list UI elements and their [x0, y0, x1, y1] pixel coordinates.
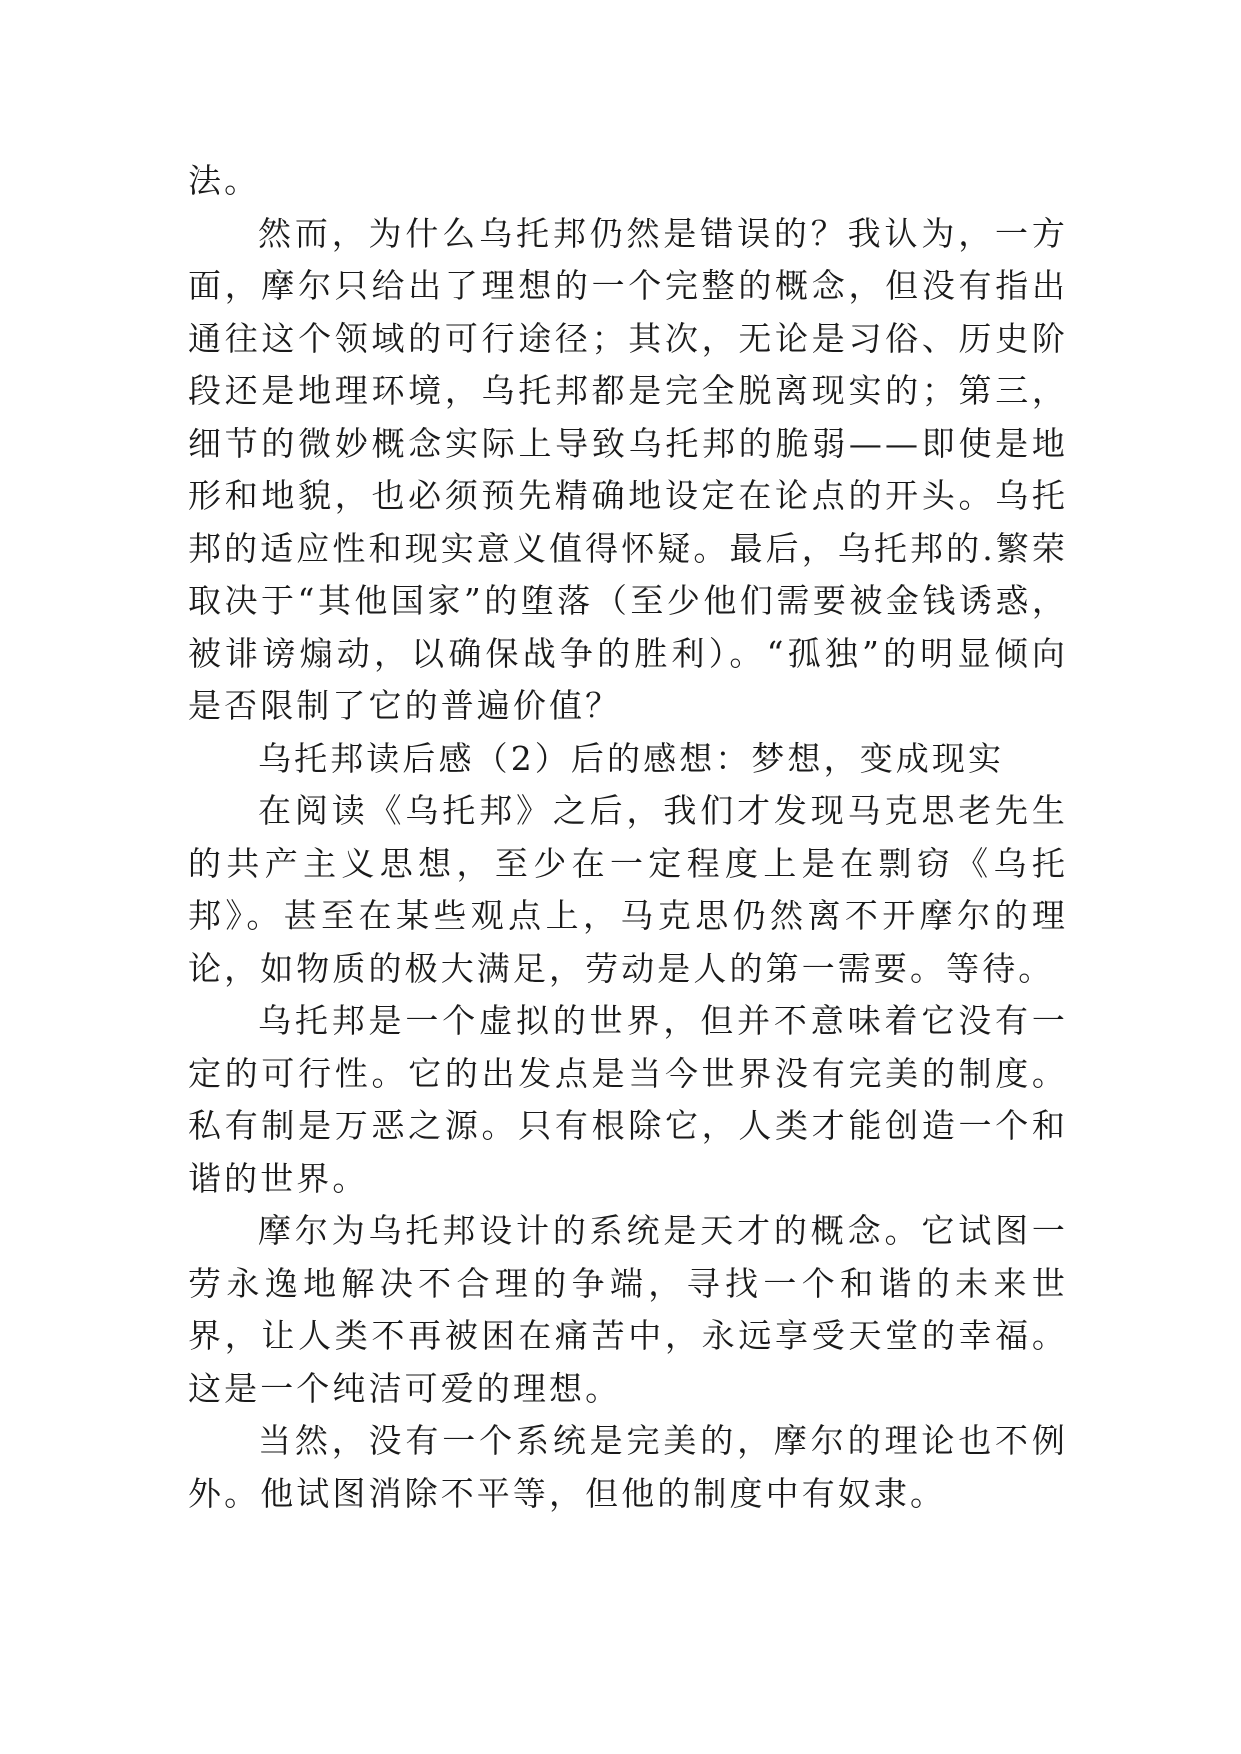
- paragraph-imperfection: 当然，没有一个系统是完美的，摩尔的理论也不例外。他试图消除不平等，但他的制度中有奴隶。: [188, 1421, 1068, 1513]
- section-heading-reflection-2: 乌托邦读后感（2）后的感想：梦想，变成现实: [258, 738, 1005, 778]
- document-body: [188, 155, 1068, 1520]
- paragraph-marx-comparison: 在阅读《乌托邦》之后，我们才发现马克思老先生的共产主义思想，至少在一定程度上是在剽窃《乌托邦》。甚至在某些观点上，马克思仍然离不开摩尔的理论，如物质的极大满足，劳动是人的第一需要。等待。: [188, 791, 1068, 988]
- paragraph-genius-system: 摩尔为乌托邦设计的系统是天才的概念。它试图一劳永逸地解决不合理的争端，寻找一个和谐的未来世界，让人类不再被困在痛苦中，永远享受天堂的幸福。这是一个纯洁可爱的理想。: [188, 1211, 1068, 1408]
- paragraph-continuation: 法。: [188, 161, 261, 200]
- paragraph-virtual-world: 乌托邦是一个虚拟的世界，但并不意味着它没有一定的可行性。它的出发点是当今世界没有完美的制度。私有制是万恶之源。只有根除它，人类才能创造一个和谐的世界。: [188, 1001, 1068, 1198]
- paragraph-utopia-critique: 然而，为什么乌托邦仍然是错误的？我认为，一方面，摩尔只给出了理想的一个完整的概念，但没有指出通往这个领域的可行途径；其次，无论是习俗、历史阶段还是地理环境，乌托邦都是完全脱离现实的；第三，细节的微妙概念实际上导致乌托邦的脆弱——即使是地形和地貌，也必须预先精确地设定在论点的开头。乌托邦的适应性和现实意义值得怀疑。最后，乌托邦的.繁荣取决于“其他国家”的堕落（至少他们需要被金钱诱惑，被诽谤煽动，以确保战争的胜利）。“孤独”的明显倾向是否限制了它的普遍价值？: [188, 213, 1068, 725]
